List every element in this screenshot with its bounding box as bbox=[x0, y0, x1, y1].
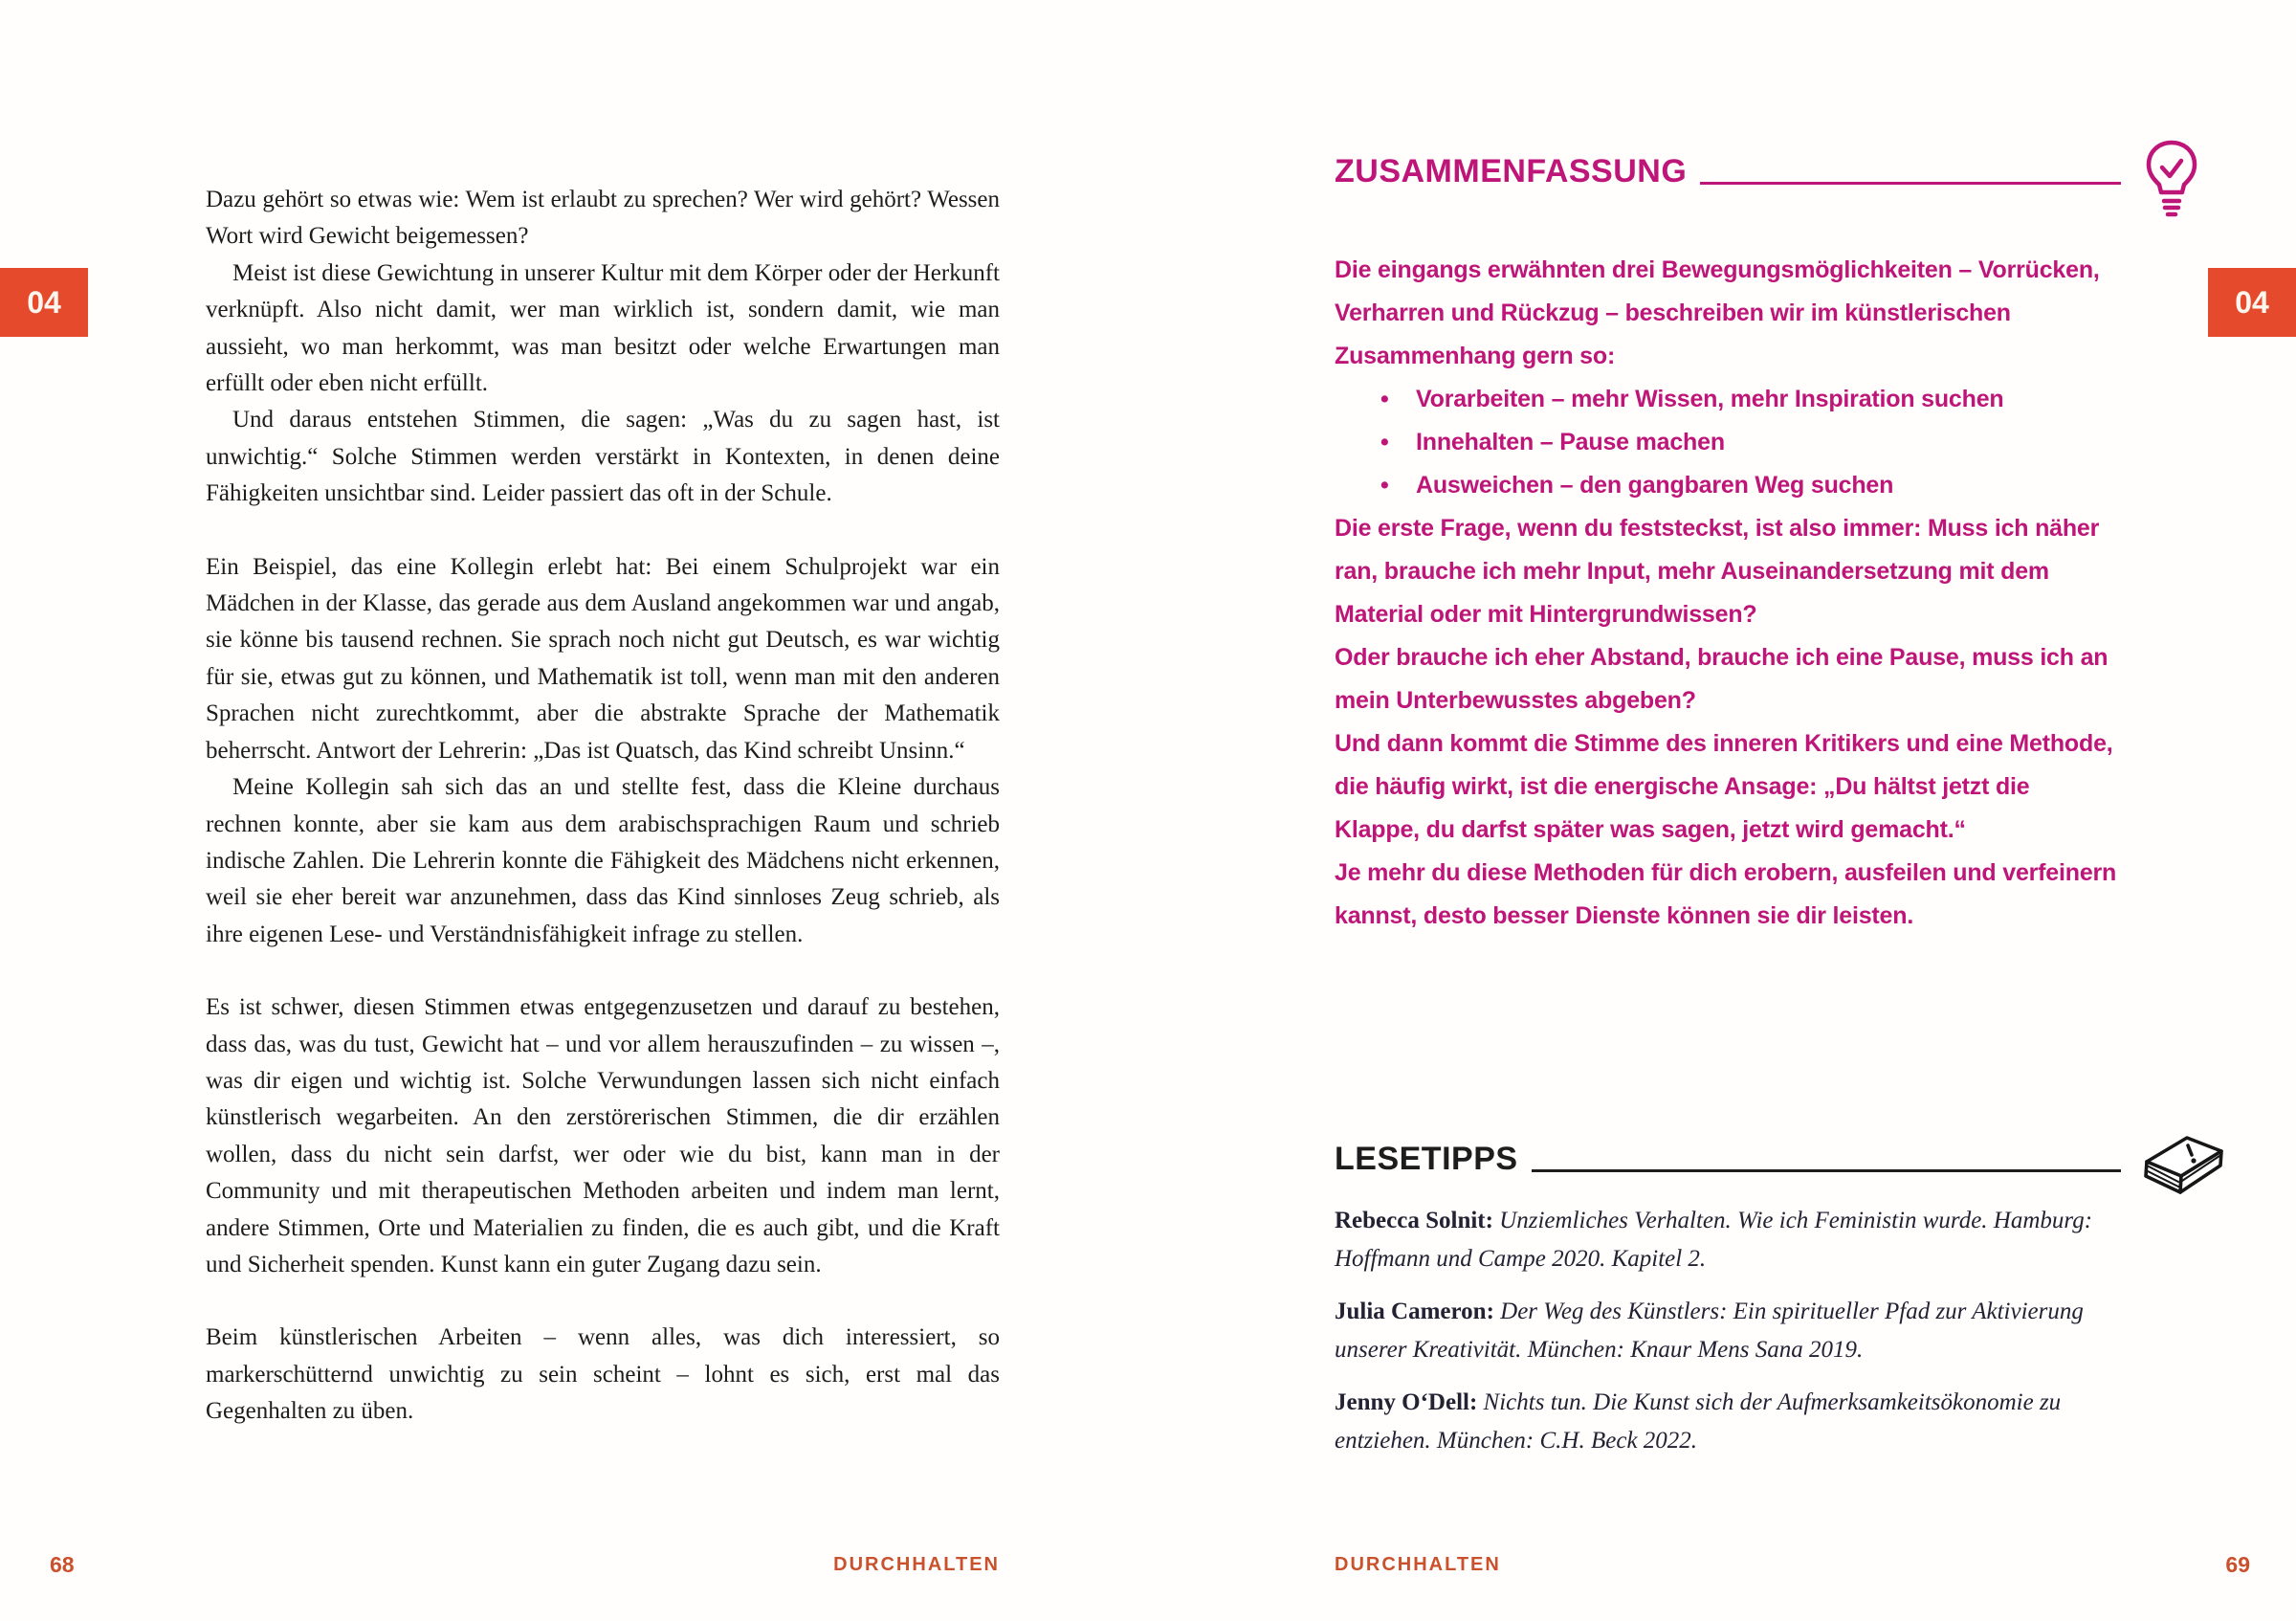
book-icon bbox=[2131, 1127, 2231, 1220]
running-footer-right: DURCHHALTEN bbox=[1335, 1554, 1501, 1575]
paragraph: Meine Kollegin sah sich das an und stellte fest, dass die Kleine durchaus rechnen konnte, aber sie kam aus dem arabischsprachigen Raum und schrieb indische Zahlen. Die Lehrerin konnte die Fähigkeit des Mädchens nicht erkennen, weil sie eher bereit war anzunehmen, dass das Kind sinnloses Zeug schrieb, als ihre eigenen Lese- und Verständnisfähigkeit infrage zu stellen. bbox=[206, 774, 1000, 947]
paragraph: Und daraus entstehen Stimmen, die sagen: „Was du zu sagen hast, ist unwichtig.“ Solche Stimmen werden verstärkt in Kontexten, in denen deine Fähigkeiten unsichtbar sind. Leider passiert das oft in der Schule. bbox=[206, 407, 1000, 507]
tip-title: Der Weg des Künstlers: Ein spiritueller Pfad zur Aktivierung unserer Kreativität. München: Knaur Mens Sana 2019. bbox=[1335, 1299, 2084, 1363]
left-page-body-text bbox=[206, 182, 1000, 1431]
paragraph: Die erste Frage, wenn du feststeckst, ist also immer: Muss ich näher ran, brauche ich mehr Input, mehr Auseinandersetzung mit dem Material oder mit Hintergrundwissen? bbox=[1335, 515, 2100, 628]
chapter-tab-label: 04 bbox=[27, 284, 61, 320]
paragraph: Oder brauche ich eher Abstand, brauche ich eine Pause, muss ich an mein Unterbewusstes abgeben? bbox=[1335, 644, 2108, 714]
summary-heading: ZUSAMMENFASSUNG bbox=[1335, 153, 1688, 189]
reading-tip bbox=[1335, 1384, 2121, 1460]
paragraph: Dazu gehört so etwas wie: Wem ist erlaubt zu sprechen? Wer wird gehört? Wessen Wort wird Gewicht beigemessen? bbox=[206, 187, 1000, 250]
tip-author: Jenny O‘Dell: bbox=[1335, 1389, 1484, 1415]
lesetipps-heading-row bbox=[1335, 1141, 2121, 1178]
heading-rule bbox=[1700, 182, 2121, 185]
chapter-tab-right bbox=[2208, 268, 2296, 337]
summary-intro: Die eingangs erwähnten drei Bewegungsmöglichkeiten – Vorrücken, Verharren und Rückzug – beschreiben wir im künstlerischen Zusammenhang gern so: bbox=[1335, 256, 2100, 369]
heading-rule bbox=[1532, 1169, 2121, 1172]
tip-author: Julia Cameron: bbox=[1335, 1299, 1501, 1324]
chapter-tab-label: 04 bbox=[2235, 284, 2269, 320]
tip-title: Unziemliches Verhalten. Wie ich Feministin wurde. Hamburg: Hoffmann und Campe 2020. Kapitel 2. bbox=[1335, 1208, 2093, 1272]
bullet-item: • Innehalten – Pause machen bbox=[1335, 421, 2121, 464]
paragraph: Beim künstlerischen Arbeiten – wenn alles, was dich interessiert, so markerschütternd unwichtig zu sein scheint – lohnt es sich, erst mal das Gegenhalten zu üben. bbox=[206, 1324, 1000, 1425]
running-footer-left: DURCHHALTEN bbox=[833, 1554, 1000, 1575]
lesetipps-list bbox=[1335, 1202, 2121, 1475]
page-number-right: 69 bbox=[2225, 1552, 2250, 1577]
tip-author: Rebecca Solnit: bbox=[1335, 1208, 1500, 1233]
paragraph: Je mehr du diese Methoden für dich erobern, ausfeilen und verfeinern kannst, desto besser Dienste können sie dir leisten. bbox=[1335, 859, 2117, 929]
reading-tip bbox=[1335, 1202, 2121, 1278]
paragraph: Es ist schwer, diesen Stimmen etwas entgegenzusetzen und darauf zu bestehen, dass das, was du tust, Gewicht hat – und vor allem herauszufinden – zu wissen –, was dir eigen und wichtig ist. Solche Verwundungen lassen sich nicht einfach künstlerisch wegarbeiten. An den zerstörerischen Stimmen, die dir erzählen wollen, dass du nicht sein darfst, wer oder wie du bist, kann man in der Community und mit therapeutischen Methoden arbeiten und indem man lernt, andere Stimmen, Orte und Materialien zu finden, die es auch gibt, und die Kraft und Sicherheit spenden. Kunst kann ein guter Zugang dazu sein. bbox=[206, 994, 1000, 1277]
summary-heading-row bbox=[1335, 153, 2121, 190]
lightbulb-icon bbox=[2141, 138, 2202, 225]
bullet-item: • Ausweichen – den gangbaren Weg suchen bbox=[1335, 464, 2121, 507]
reading-tip bbox=[1335, 1293, 2121, 1369]
summary-paragraphs bbox=[1335, 507, 2121, 938]
summary-text-block bbox=[1335, 249, 2121, 938]
chapter-tab-left bbox=[0, 268, 88, 337]
lesetipps-heading: LESETIPPS bbox=[1335, 1141, 1518, 1177]
tip-title: Nichts tun. Die Kunst sich der Aufmerksamkeitsökonomie zu entziehen. München: C.H. Beck 2022. bbox=[1335, 1389, 2062, 1454]
paragraph: Und dann kommt die Stimme des inneren Kritikers und eine Methode, die häufig wirkt, ist die energische Ansage: „Du hältst jetzt die Klappe, du darfst später was sagen, jetzt wird gemacht.“ bbox=[1335, 730, 2113, 843]
paragraph: Meist ist diese Gewichtung in unserer Kultur mit dem Körper oder der Herkunft verknüpft. Also nicht damit, wer man wirklich ist, sondern damit, wie man aussieht, wo man herkommt, was man besitzt oder welche Erwartungen man erfüllt oder eben nicht erfüllt. bbox=[206, 259, 1000, 397]
summary-bullet-list bbox=[1335, 378, 2121, 507]
paragraph: Ein Beispiel, das eine Kollegin erlebt hat: Bei einem Schulprojekt war ein Mädchen in der Klasse, das gerade aus dem Ausland angekommen war und angab, sie könne bis tausend rechnen. Sie sprach noch nicht gut Deutsch, es war wichtig für sie, etwas gut zu können, und Mathematik ist toll, wenn man mit den anderen Sprachen nicht zurechtkommt, aber die abstrakte Sprache der Mathematik beherrscht. Antwort der Lehrerin: „Das ist Quatsch, das Kind schreibt Unsinn.“ bbox=[206, 553, 1000, 764]
bullet-item: • Vorarbeiten – mehr Wissen, mehr Inspiration suchen bbox=[1335, 378, 2121, 421]
page-number-left: 68 bbox=[50, 1552, 75, 1577]
